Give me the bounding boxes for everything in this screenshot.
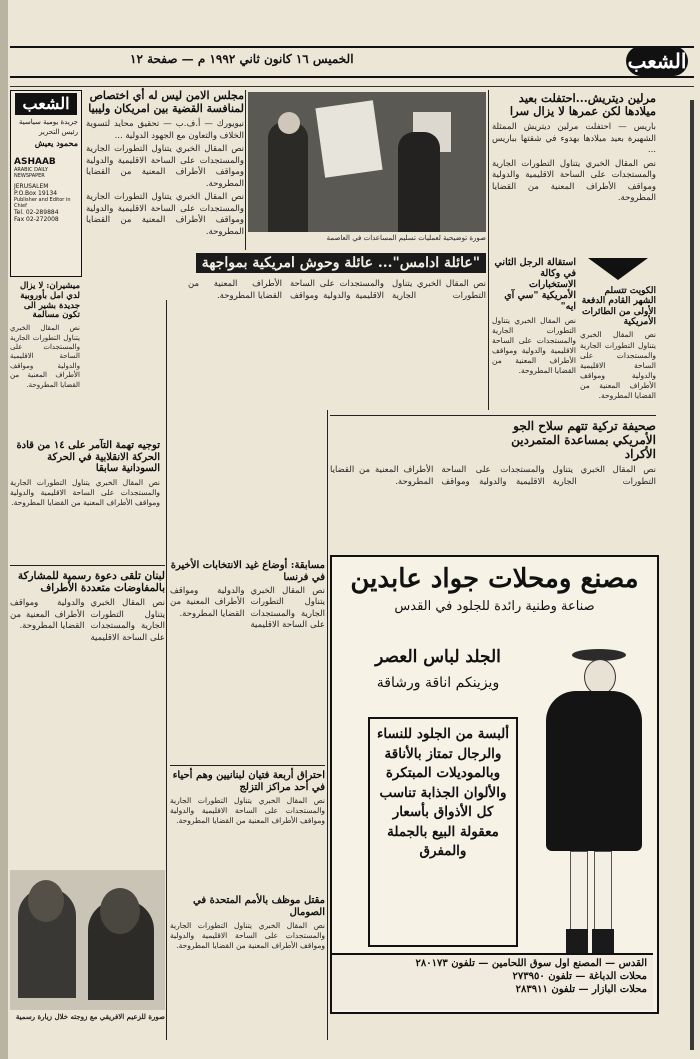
turkey-body: نص المقال الخبري يتناول التطورات الجارية والمستجدات على الساحة الاقليمية والدولية ومواقف الأطراف المعنية من القضايا المطروحة. <box>330 465 656 487</box>
page-crop-edge <box>690 100 694 1050</box>
un-headline: مجلس الامن ليس له أي اختصاص لمنافسة القضية بين امريكان وليبيا <box>88 89 244 115</box>
europe-story <box>10 282 80 432</box>
arrow-down-icon <box>588 258 648 280</box>
photo-face <box>278 112 300 134</box>
masthead-editor-name: محمود يعيش <box>34 138 78 148</box>
column-rule-3 <box>488 90 489 410</box>
ad-model-jacket <box>546 691 642 851</box>
masthead-publisher-sub: ARABIC DAILY NEWSPAPER <box>14 167 48 179</box>
ad-contact-3: محلات البازار — تلفون ٢٨٣٩١١ <box>515 984 647 995</box>
un-body-2: نص المقال الخبري يتناول التطورات الجارية والمستجدات على الساحة الاقليمية والدولية ومواقف الأطراف المعنية من القضايا المطروحة. <box>86 144 244 189</box>
un-body: نيويورك — أ.ف.ب — تحقيق محايد لتسوية الخلاف والتعاون مع الجهود الدولية ... <box>86 119 244 141</box>
masthead-editor-label: رئيس التحرير <box>39 128 78 136</box>
europe-headline: ميشيران: لا يزال لدي امل بأوروبية جديدة بشير الى تكون مسالمة <box>19 281 80 321</box>
ad-contact-2: محلات الدباغة — تلفون ٢٧٣٩٥٠ <box>512 971 647 982</box>
ad-model-boot-left <box>566 929 588 953</box>
photo-head-left <box>28 880 64 922</box>
ad-tag-2: ويزينكم اناقة ورشاقة <box>376 675 500 691</box>
masthead-city: JERUSALEM <box>14 183 49 190</box>
leaders-photo <box>10 870 165 1010</box>
photo-figure-left <box>268 122 308 232</box>
column-rule-2 <box>245 90 246 250</box>
marlene-story <box>492 92 656 252</box>
turkey-headline: صحيفة تركية تتهم سلاح الجو الأمريكي بمساعدة المتمردين الأكراد <box>511 419 656 461</box>
ad-subtitle: صناعة وطنية رائدة للجلود في القدس <box>394 598 595 614</box>
europe-body: نص المقال الخبري يتناول التطورات الجارية والمستجدات على الساحة الاقليمية والدولية ومواقف الأطراف المعنية من القضايا المطروحة. <box>10 324 80 389</box>
ad-tag-1: الجلد لباس العصر <box>375 647 501 667</box>
turkey-story <box>330 420 656 550</box>
fire-story <box>170 770 325 890</box>
ad-model-head <box>584 659 616 695</box>
un-body-3: نص المقال الخبري يتناول التطورات الجارية والمستجدات على الساحة الاقليمية والدولية ومواقف الأطراف المعنية من القضايا المطروحة. <box>86 192 244 237</box>
marlene-headline: مرلين ديتريش...احتفلت بعيد ميلادها لكن عمرها لا يزال سرا <box>509 91 656 119</box>
lebanon-body: نص المقال الخبري يتناول التطورات الجارية والمستجدات على الساحة الاقليمية والدولية ومواقف الأطراف المعنية من القضايا المطروحة. <box>10 598 165 643</box>
lebanon-headline: لبنان تلقى دعوة رسمية للمشاركة بالمفاوضات متعددة الأطراف <box>17 570 165 595</box>
aid-photo <box>248 92 486 232</box>
masthead-box <box>10 90 82 277</box>
ad-contact-bar <box>332 953 653 1010</box>
tunisia-story <box>10 440 160 560</box>
marlene-body-2: نص المقال الخبري يتناول التطورات الجارية والمستجدات على الساحة الاقليمية والدولية ومواقف الأطراف المعنية من القضايا المطروحة. <box>492 158 656 204</box>
masthead-phone: Tel. 02-289884 <box>14 209 59 216</box>
kuwait-headline: الكويت تتسلم الشهر القادم الدفعة الأولى من الطائرات الأمريكية <box>581 286 656 328</box>
kuwait-story <box>580 258 656 418</box>
adams-headline: "عائلة ادامس"... عائلة وحوش امريكية بمواجهة <box>196 253 486 273</box>
lebanon-story <box>10 570 165 860</box>
page-header <box>10 46 694 78</box>
cia-headline: استقالة الرجل الثاني في وكالة الاستخبارات الأمريكية "سي آي ايه" <box>494 257 576 312</box>
ad-title: مصنع ومحلات جواد عابدين <box>350 564 639 594</box>
somalia-body: نص المقال الخبري يتناول التطورات الجارية والمستجدات على الساحة الاقليمية والدولية ومواقف الأطراف المعنية من القضايا المطروحة. <box>170 921 325 951</box>
header-date: الخميس ١٦ كانون ثاني ١٩٩٢ م — صفحة ١٢ <box>130 52 354 66</box>
page-edge <box>0 0 8 1059</box>
elections-headline: مسابقة: أوضاع غيد الانتخابات الأخيرة في فرنسا <box>170 560 325 583</box>
row-rule-2 <box>170 765 325 766</box>
ad-contact-1: القدس — المصنع اول سوق اللحامين — تلفون ٢٨٠١٧٣ <box>415 958 647 969</box>
column-rule-1 <box>166 300 167 1040</box>
row-rule-1 <box>330 415 656 416</box>
elections-body: نص المقال الخبري يتناول التطورات الجارية والمستجدات على الساحة الاقليمية والدولية ومواقف الأطراف المعنية من القضايا المطروحة. <box>170 586 325 631</box>
cia-body: نص المقال الخبري يتناول التطورات الجارية والمستجدات على الساحة الاقليمية والدولية ومواقف الأطراف المعنية من القضايا المطروحة. <box>492 315 576 376</box>
column-rule-4 <box>327 410 328 1040</box>
somalia-headline: مقتل موظف بالأمم المتحدة في الصومال <box>193 895 325 918</box>
tunisia-headline: توجيه تهمة التآمر على ١٤ من قادة الحركة الانقلابية في الحركة السودانية سابقا <box>16 440 160 474</box>
ad-model-boot-right <box>592 929 614 953</box>
ad-slogan: ألبسة من الجلود للنساء والرجال تمتاز بالأناقة وبالموديلات المبتكرة والألوان الجذابة تناسب كل الأذواق بأسعار معقولة البيع بالجملة والمفرق <box>368 717 518 947</box>
masthead-address: Publisher and Editor in Chief <box>14 197 71 209</box>
tunisia-body: نص المقال الخبري يتناول التطورات الجارية والمستجدات على الساحة الاقليمية والدولية ومواقف الأطراف المعنية من القضايا المطروحة. <box>10 477 160 507</box>
masthead-fax: Fax 02-272008 <box>14 216 59 223</box>
marlene-body: باريس — احتفلت مرلين ديتريش الممثلة الشهيرة بعيد ميلادها بهدوء في شقتها بباريس ... <box>492 122 656 156</box>
photo-head-right <box>100 888 140 934</box>
row-rule-3 <box>10 565 165 566</box>
masthead-publisher: ASHAAB <box>14 157 56 167</box>
cia-story <box>492 258 576 408</box>
leaders-caption: صورة للزعيم الافريقي مع زوجته خلال زيارة رسمية <box>15 1012 165 1021</box>
leather-ad <box>330 555 659 1014</box>
header-rule <box>10 86 694 87</box>
kuwait-body: نص المقال الخبري يتناول التطورات الجارية والمستجدات على الساحة الاقليمية والدولية ومواقف الأطراف المعنية من القضايا المطروحة. <box>580 330 656 401</box>
elections-story <box>170 560 325 760</box>
masthead-logo: الشعب <box>15 93 77 115</box>
header-logo: الشعب <box>626 46 688 76</box>
photo-caption: صورة توضيحية لعمليات تسليم المساعدات في العاصمة <box>326 234 486 242</box>
photo-figure-right <box>398 132 440 232</box>
fire-body: نص المقال الخبري يتناول التطورات الجارية والمستجدات على الساحة الاقليمية والدولية ومواقف الأطراف المعنية من القضايا المطروحة. <box>170 796 325 826</box>
masthead-po-box: P.O.Box 19134 <box>14 190 58 197</box>
somalia-story <box>170 895 325 1045</box>
photo-box-left <box>315 100 382 177</box>
fire-headline: احتراق أربعة فتيان لبنانيين وهم أحياء في أحد مراكز التزلج <box>172 770 325 793</box>
adams-body: نص المقال الخبري يتناول التطورات الجارية والمستجدات على الساحة الاقليمية والدولية ومواقف الأطراف المعنية من القضايا المطروحة. <box>188 279 486 301</box>
masthead-subtitle: جريدة يومية سياسية <box>19 118 78 126</box>
